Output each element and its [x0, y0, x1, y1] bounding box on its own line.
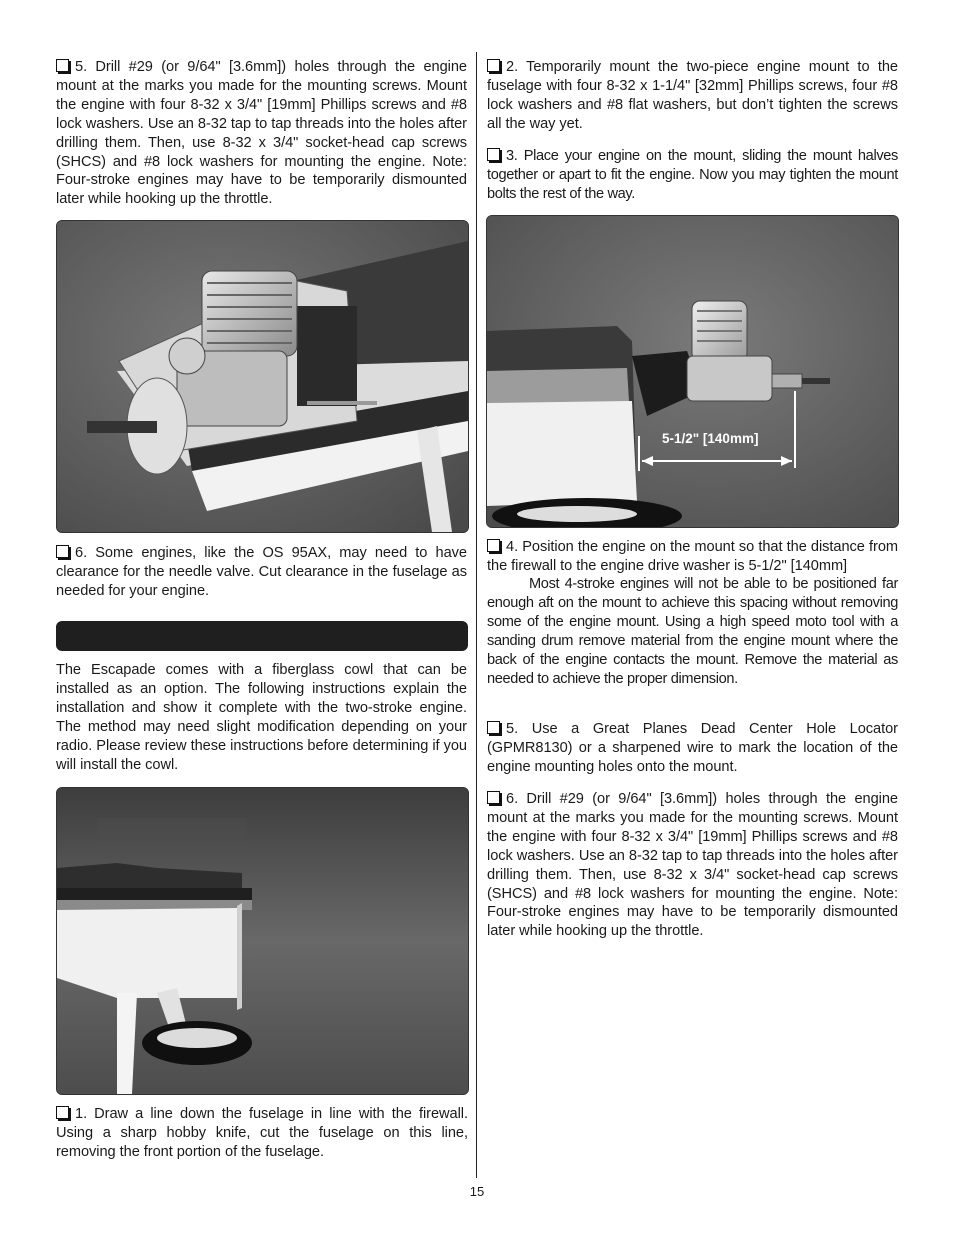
left-step-5: 5. Drill #29 (or 9/64" [3.6mm]) holes through the engine mount at the marks you made for the mounting screws. Mount the engine with four 8-32 x 3/4" [19mm] Phillips screws and #8 lock washers. Use an 8-32 tap to tap threads into the holes after drilling them. Then, use 8-32 x 3/4" socket-head cap screws (SHCS) and #8 lock washers for mounting the engine. Note: Four-stroke engines may have to be temporarily dismounted later while hooking up the throttle.: [56, 59, 467, 208]
cowl-intro: The Escapade comes with a fiberglass cowl that can be installed as an option. The following instructions explain the installation and show it complete with the two-stroke engine. The method may need slight modification depending on your radio. Please review these instructions before determining if you will install the cowl.: [56, 662, 467, 773]
checkbox-icon[interactable]: [487, 59, 500, 72]
engine-spacing-illustration: [487, 216, 898, 527]
engine-mounted-photo: [56, 220, 469, 533]
checkbox-icon[interactable]: [56, 1106, 69, 1119]
fuselage-cut-photo: [56, 787, 469, 1095]
dimension-label: 5-1/2" [140mm]: [662, 431, 759, 446]
column-divider: [476, 52, 477, 1178]
engine-mounted-illustration: [57, 221, 468, 532]
checkbox-icon[interactable]: [487, 791, 500, 804]
right-step-5: 5. Use a Great Planes Dead Center Hole Locator (GPMR8130) or a sharpened wire to mark the location of the engine mounting holes onto the mount.: [487, 721, 898, 775]
checkbox-icon[interactable]: [487, 148, 500, 161]
right-step-3: 3. Place your engine on the mount, sliding the mount halves together or apart to fit the engine. Now you may tighten the mount bolts the rest of the way.: [487, 148, 898, 202]
checkbox-icon[interactable]: [487, 721, 500, 734]
right-step-4: 4. Position the engine on the mount so that the distance from the firewall to the engine drive washer is 5-1/2" [140mm]: [487, 539, 898, 574]
checkbox-icon[interactable]: [56, 545, 69, 558]
right-step-2: 2. Temporarily mount the two-piece engine mount to the fuselage with four 8-32 x 1-1/4" [32mm] Phillips screws, four #8 lock washers and #8 flat washers, but don’t tighten the screws all the way yet.: [487, 59, 898, 132]
page-number: 15: [469, 1184, 485, 1199]
right-step-4-continued: Most 4-stroke engines will not be able to be positioned far enough aft on the mount to achieve this spacing without removing some of the engine mount. Using a high speed moto tool with a sanding drum remove material from the engine mount where the back of the engine contacts the mount. Remove the material as needed to achieve the proper dimension.: [487, 576, 898, 687]
left-step-6: 6. Some engines, like the OS 95AX, may need to have clearance for the needle valve. Cut clearance in the fuselage as needed for your engine.: [56, 545, 467, 599]
checkbox-icon[interactable]: [56, 59, 69, 72]
cowl-step-1: 1. Draw a line down the fuselage in line with the firewall. Using a sharp hobby knife, cut the fuselage on this line, removing the front portion of the fuselage.: [56, 1106, 468, 1160]
right-step-6: 6. Drill #29 (or 9/64" [3.6mm]) holes through the engine mount at the marks you made for the mounting screws. Mount the engine with four 8-32 x 3/4" [19mm] Phillips screws and #8 lock washers. Use an 8-32 tap to tap threads into the holes after drilling them. Then, use 8-32 x 3/4" socket-head cap screws (SHCS) and #8 lock washers for mounting the engine. Note: Four-stroke engines may have to be temporarily dismounted later while hooking up the throttle.: [487, 791, 898, 940]
checkbox-icon[interactable]: [487, 539, 500, 552]
fuselage-cut-illustration: [57, 788, 468, 1094]
section-header-title: [56, 627, 66, 644]
section-header-bar: [56, 621, 468, 651]
engine-spacing-photo: [486, 215, 899, 528]
